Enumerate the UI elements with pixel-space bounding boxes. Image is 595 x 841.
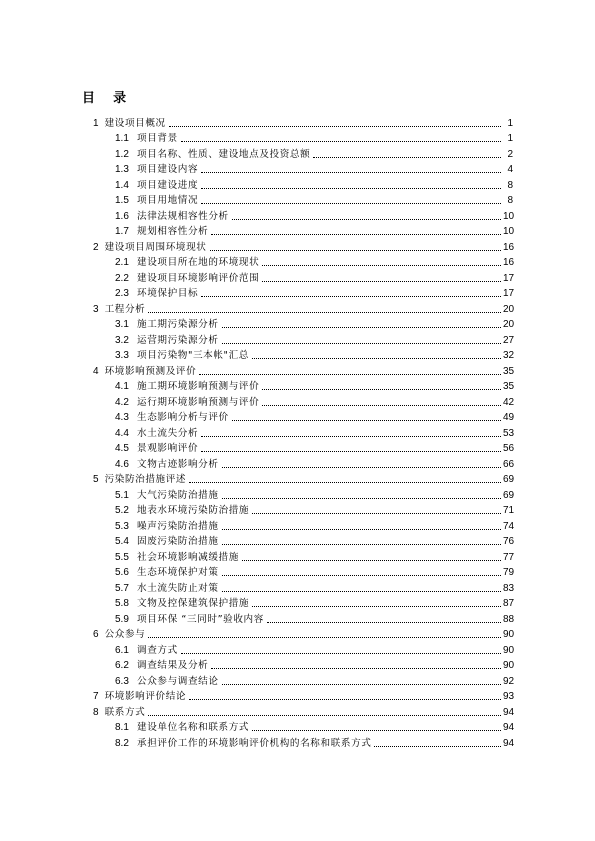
toc-entry-number: 5 [93,474,99,485]
toc-entry-number: 5.9 [115,613,129,625]
toc-dot-leader [374,746,501,747]
toc-entry[interactable] [0,687,595,703]
toc-dot-leader [222,684,501,685]
toc-entry-label: 施工期环境影响预测与评价 [137,381,260,392]
toc-entry-number: 1.5 [115,195,129,206]
toc-entry-page-number: 8 [507,179,513,191]
toc-entry-label: 环境影响预测及评价 [104,365,197,377]
toc-entry-number: 6.1 [115,644,129,656]
toc-entry-page-number: 90 [503,629,515,640]
toc-entry-label: 工程分析 [104,303,146,315]
toc-entry-number: 2.2 [115,272,129,284]
toc-entry-number: 3 [93,303,99,315]
toc-entry-number: 5.8 [115,598,129,609]
toc-entry[interactable] [0,718,595,734]
toc-entry-label: 建设项目周围环境现状 [104,241,207,253]
toc-dot-leader [252,513,501,514]
toc-dot-leader [201,172,501,173]
toc-entry-number: 1.4 [115,179,129,191]
toc-entry-page-number: 87 [503,598,515,609]
toc-entry[interactable] [0,253,595,269]
toc-entry-number: 1.3 [115,164,129,175]
toc-entry-label: 文物及控保建筑保护措施 [137,598,250,609]
toc-entry[interactable] [0,439,595,455]
toc-entry-number: 2.3 [115,288,129,299]
toc-entry[interactable] [0,640,595,656]
toc-entry-label: 项目建设内容 [137,164,199,175]
toc-entry[interactable] [0,268,595,284]
toc-entry[interactable] [0,485,595,501]
toc-entry[interactable] [0,501,595,517]
toc-dot-leader [222,498,501,499]
toc-entry-label: 运营期污染源分析 [137,334,219,346]
toc-entry-page-number: 17 [503,272,515,284]
toc-entry-label: 环境保护目标 [137,288,199,299]
toc-entry-number: 4 [93,365,99,377]
toc-entry[interactable] [0,346,595,362]
table-of-contents [0,113,595,749]
toc-entry-number: 2 [93,241,99,253]
toc-entry-label: 运行期环境影响预测与评价 [137,396,260,408]
toc-entry[interactable] [0,191,595,207]
toc-entry-number: 6.2 [115,660,129,671]
toc-dot-leader [262,405,501,406]
toc-entry[interactable] [0,609,595,625]
toc-entry-label: 景观影响评价 [137,443,199,454]
toc-dot-leader [232,420,501,421]
toc-entry-page-number: 2 [507,148,513,160]
toc-entry-page-number: 66 [503,458,515,470]
toc-entry-number: 5.7 [115,582,129,594]
toc-entry[interactable] [0,408,595,424]
toc-entry-label: 大气污染防治措施 [137,489,219,501]
toc-entry[interactable] [0,129,595,145]
toc-entry-label: 噪声污染防治措施 [137,520,219,532]
toc-entry-label: 建设项目所在地的环境现状 [137,257,260,268]
toc-entry-number: 4.6 [115,458,129,470]
toc-dot-leader [148,715,501,716]
toc-entry-page-number: 79 [503,567,515,578]
toc-entry-number: 8.1 [115,722,129,733]
toc-entry-label: 项目污染物"三本帐"汇总 [137,350,249,361]
toc-entry-page-number: 74 [503,520,515,532]
toc-entry-page-number: 10 [503,226,515,237]
toc-dot-leader [210,250,502,251]
toc-dot-leader [252,730,501,731]
toc-entry[interactable] [0,656,595,672]
toc-dot-leader [267,622,501,623]
toc-dot-leader [201,451,501,452]
toc-entry-page-number: 69 [503,489,515,501]
toc-dot-leader [222,343,501,344]
toc-dot-leader [262,265,501,266]
toc-entry-page-number: 71 [503,505,515,516]
toc-entry-label: 调查结果及分析 [137,660,209,671]
toc-entry-number: 5.2 [115,505,129,516]
toc-entry-number: 1.6 [115,210,129,222]
toc-dot-leader [148,312,501,313]
toc-entry-label: 生态环境保护对策 [137,567,219,578]
toc-entry-page-number: 35 [503,365,515,377]
toc-entry-label: 建设单位名称和联系方式 [137,722,250,733]
toc-dot-leader [199,374,501,375]
toc-entry-page-number: 77 [503,551,515,563]
toc-entry-page-number: 1 [507,117,513,129]
toc-entry-number: 1.2 [115,148,129,160]
toc-entry-page-number: 42 [503,396,515,408]
toc-dot-leader [148,637,501,638]
toc-dot-leader [181,653,501,654]
toc-dot-leader [222,327,501,328]
toc-entry-label: 建设项目环境影响评价范围 [137,272,260,284]
toc-entry-page-number: 16 [503,257,515,268]
toc-entry-label: 项目名称、性质、建设地点及投资总额 [137,148,311,160]
toc-entry-number: 3.2 [115,334,129,346]
toc-dot-leader [262,281,501,282]
toc-entry-number: 1 [93,117,99,129]
toc-entry-number: 8.2 [115,737,129,749]
toc-entry-number: 2.1 [115,257,129,268]
toc-dot-leader [262,389,501,390]
toc-entry-number: 7 [93,691,99,702]
toc-entry-number: 3.3 [115,350,129,361]
toc-entry-page-number: 32 [503,350,515,361]
toc-entry-page-number: 90 [503,644,515,656]
toc-entry-number: 5.1 [115,489,129,501]
toc-entry-label: 污染防治措施评述 [104,474,187,485]
toc-entry[interactable] [0,377,595,393]
toc-entry[interactable] [0,671,595,687]
toc-entry-label: 固废污染防治措施 [137,536,219,547]
toc-dot-leader [222,467,501,468]
toc-entry[interactable] [0,144,595,160]
toc-entry[interactable] [0,733,595,749]
toc-entry[interactable] [0,113,595,129]
toc-entry-label: 项目建设进度 [137,179,199,191]
toc-entry-page-number: 1 [507,133,513,144]
toc-entry-page-number: 8 [507,195,513,206]
toc-entry-number: 4.1 [115,381,129,392]
toc-dot-leader [211,234,501,235]
toc-entry-label: 公众参与 [104,629,146,640]
toc-dot-leader [222,544,501,545]
toc-entry-label: 公众参与调查结论 [137,675,219,687]
toc-entry-number: 6 [93,629,99,640]
toc-entry-label: 施工期污染源分析 [137,319,219,330]
toc-entry[interactable] [0,392,595,408]
toc-dot-leader [201,188,501,189]
toc-entry-label: 承担评价工作的环境影响评价机构的名称和联系方式 [137,737,372,749]
toc-dot-leader [313,157,501,158]
toc-dot-leader [201,436,501,437]
toc-entry-page-number: 76 [503,536,515,547]
toc-dot-leader [252,358,501,359]
toc-entry-number: 6.3 [115,675,129,687]
toc-entry-label: 地表水环境污染防治措施 [137,505,250,516]
toc-dot-leader [181,141,501,142]
toc-entry[interactable] [0,454,595,470]
toc-entry-page-number: 93 [503,691,515,702]
toc-entry-page-number: 49 [503,412,515,423]
toc-entry[interactable] [0,578,595,594]
toc-entry-page-number: 92 [503,675,515,687]
toc-entry[interactable] [0,361,595,377]
toc-entry-label: 水土流失防止对策 [137,582,219,594]
toc-entry-page-number: 35 [503,381,515,392]
toc-entry-label: 环境影响评价结论 [104,691,187,702]
toc-entry-page-number: 53 [503,427,515,439]
toc-entry-label: 水土流失分析 [137,427,199,439]
toc-entry[interactable] [0,175,595,191]
toc-entry-number: 3.1 [115,319,129,330]
toc-entry[interactable] [0,206,595,222]
toc-entry-page-number: 94 [503,706,515,718]
toc-entry-number: 4.4 [115,427,129,439]
toc-entry-number: 5.4 [115,536,129,547]
toc-dot-leader [232,219,501,220]
toc-entry-label: 文物古迹影响分析 [137,458,219,470]
toc-entry-page-number: 27 [503,334,515,346]
toc-entry-page-number: 88 [503,613,515,625]
toc-entry-page-number: 10 [503,210,515,222]
toc-entry-page-number: 4 [507,164,513,175]
toc-entry[interactable] [0,330,595,346]
toc-entry[interactable] [0,470,595,486]
toc-entry-number: 5.3 [115,520,129,532]
toc-entry[interactable] [0,299,595,315]
toc-dot-leader [222,591,501,592]
toc-entry-page-number: 16 [503,241,515,253]
toc-entry[interactable] [0,702,595,718]
toc-entry-label: 联系方式 [104,706,146,718]
toc-entry-label: 生态影响分析与评价 [137,412,229,423]
toc-dot-leader [222,529,501,530]
toc-entry[interactable] [0,532,595,548]
toc-entry-label: 规划相容性分析 [137,226,209,237]
toc-dot-leader [242,560,501,561]
toc-entry[interactable] [0,423,595,439]
toc-entry-page-number: 94 [503,722,515,733]
toc-entry-number: 5.5 [115,551,129,563]
toc-entry-page-number: 20 [503,303,515,315]
toc-entry-number: 4.2 [115,396,129,408]
toc-entry-page-number: 20 [503,319,515,330]
toc-entry-page-number: 83 [503,582,515,594]
toc-entry[interactable] [0,563,595,579]
toc-dot-leader [222,575,501,576]
toc-entry[interactable] [0,625,595,641]
toc-dot-leader [201,203,501,204]
toc-entry-number: 5.6 [115,567,129,578]
toc-entry-page-number: 69 [503,474,515,485]
toc-entry-label: 建设项目概况 [104,117,166,129]
toc-entry-label: 法律法规相容性分析 [137,210,229,222]
toc-entry[interactable] [0,315,595,331]
toc-dot-leader [252,606,501,607]
toc-entry[interactable] [0,222,595,238]
toc-dot-leader [169,126,501,127]
toc-entry-page-number: 17 [503,288,515,299]
toc-entry[interactable] [0,594,595,610]
toc-dot-leader [189,482,501,483]
toc-entry[interactable] [0,237,595,253]
toc-entry-label: 项目环保 “三同时”验收内容 [137,613,264,625]
toc-entry-label: 社会环境影响减缓措施 [137,551,239,563]
toc-entry[interactable] [0,160,595,176]
toc-entry[interactable] [0,547,595,563]
toc-entry-number: 1.7 [115,226,129,237]
toc-entry-label: 项目用地情况 [137,195,199,206]
toc-entry[interactable] [0,284,595,300]
toc-entry-number: 1.1 [115,133,129,144]
toc-entry-page-number: 90 [503,660,515,671]
toc-dot-leader [211,668,501,669]
toc-entry-number: 4.5 [115,443,129,454]
toc-dot-leader [201,296,501,297]
toc-entry-label: 调查方式 [137,644,178,656]
toc-entry[interactable] [0,516,595,532]
toc-dot-leader [189,699,501,700]
toc-title: 目 录 [82,91,127,106]
toc-entry-number: 4.3 [115,412,129,423]
toc-entry-page-number: 94 [503,737,515,749]
toc-entry-page-number: 56 [503,443,515,454]
toc-entry-label: 项目背景 [137,133,178,144]
toc-entry-number: 8 [93,706,99,718]
